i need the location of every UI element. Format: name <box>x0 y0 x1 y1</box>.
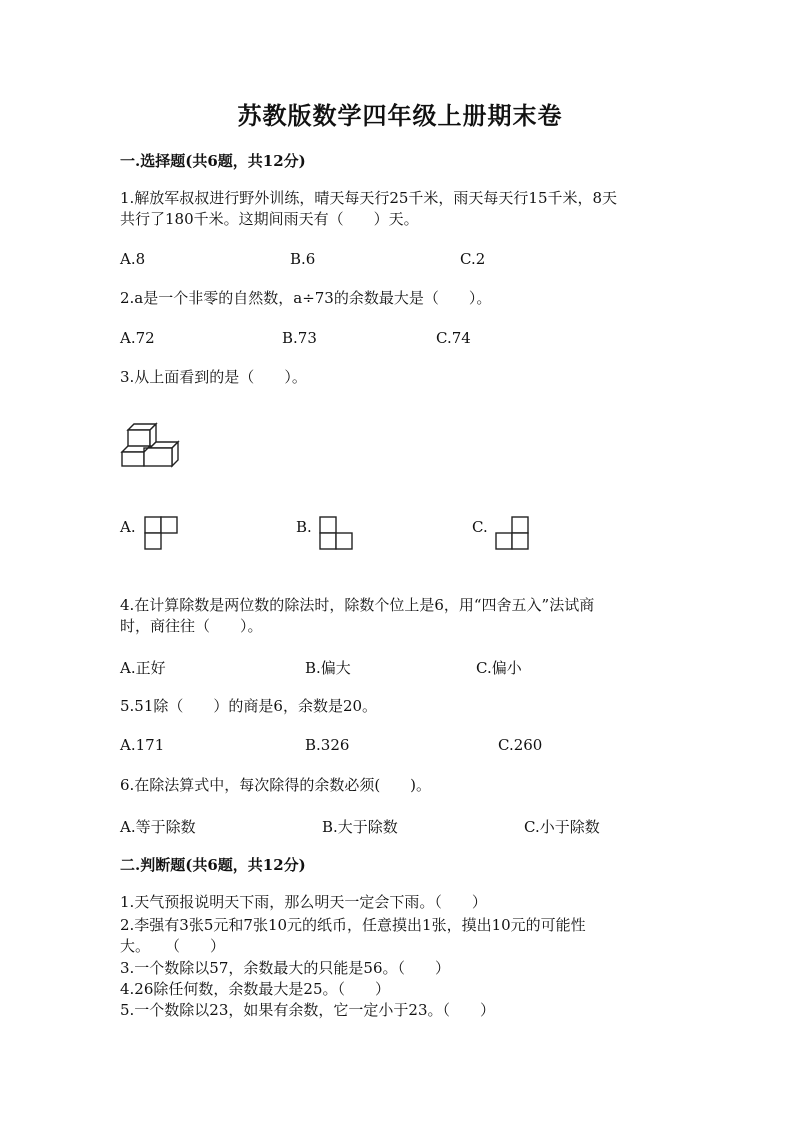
question-1-line-1: 1.解放军叔叔进行野外训练，晴天每天行25千米，雨天每天行15千米，8天 <box>120 189 618 207</box>
q4-option-a: A.正好 <box>120 659 166 677</box>
question-4 <box>120 595 680 637</box>
judge-question-2 <box>120 915 680 957</box>
q4-option-c: C.偏小 <box>476 659 522 677</box>
judge-question-2-line-2: 大。 （ ） <box>120 937 226 955</box>
judge-question-2-line-1: 2.李强有3张5元和7张10元的纸币，任意摸出1张，摸出10元的可能性 <box>120 916 586 934</box>
judge-question-5: 5.一个数除以23，如果有余数，它一定小于23。（ ） <box>120 1001 495 1019</box>
question-6: 6.在除法算式中，每次除得的余数必须( )。 <box>120 776 432 794</box>
judge-question-3: 3.一个数除以57，余数最大的只能是56。（ ） <box>120 959 450 977</box>
question-5: 5.51除（ ）的商是6，余数是20。 <box>120 697 378 715</box>
section-judge-heading: 二.判断题(共6题，共12分) <box>120 856 306 874</box>
judge-question-4: 4.26除任何数，余数最大是25。（ ） <box>120 980 390 998</box>
q6-option-b: B.大于除数 <box>322 818 398 836</box>
q2-option-c: C.74 <box>436 329 471 347</box>
question-4-line-2: 时，商往往（ ）。 <box>120 617 263 635</box>
q3-option-b-grid-icon <box>318 515 354 551</box>
q1-option-b: B.6 <box>290 250 316 268</box>
page-title: 苏教版数学四年级上册期末卷 <box>237 101 563 130</box>
question-1 <box>120 188 680 230</box>
q3-option-c-grid-icon <box>494 515 530 551</box>
question-2: 2.a是一个非零的自然数，a÷73的余数最大是（ ）。 <box>120 289 492 307</box>
q6-option-c: C.小于除数 <box>524 818 600 836</box>
question-3: 3.从上面看到的是（ ）。 <box>120 368 307 386</box>
q3-option-a-grid-icon <box>143 515 179 551</box>
cube-stack-figure <box>118 420 182 468</box>
q2-option-a: A.72 <box>120 329 155 347</box>
judge-question-1: 1.天气预报说明天下雨，那么明天一定会下雨。（ ） <box>120 893 487 911</box>
q5-option-a: A.171 <box>120 736 165 754</box>
q6-option-a: A.等于除数 <box>120 818 196 836</box>
q2-option-b: B.73 <box>282 329 317 347</box>
question-1-line-2: 共行了180千米。这期间雨天有（ ）天。 <box>120 210 419 228</box>
q3-option-b: B. <box>296 518 312 536</box>
q5-option-c: C.260 <box>498 736 543 754</box>
q4-option-b: B.偏大 <box>305 659 351 677</box>
q1-option-c: C.2 <box>460 250 486 268</box>
q3-option-c: C. <box>472 518 488 536</box>
q1-option-a: A.8 <box>120 250 146 268</box>
q3-option-a: A. <box>120 518 136 536</box>
section-choice-heading: 一.选择题(共6题，共12分) <box>120 152 306 170</box>
question-4-line-1: 4.在计算除数是两位数的除法时，除数个位上是6，用“四舍五入”法试商 <box>120 596 595 614</box>
q5-option-b: B.326 <box>305 736 350 754</box>
